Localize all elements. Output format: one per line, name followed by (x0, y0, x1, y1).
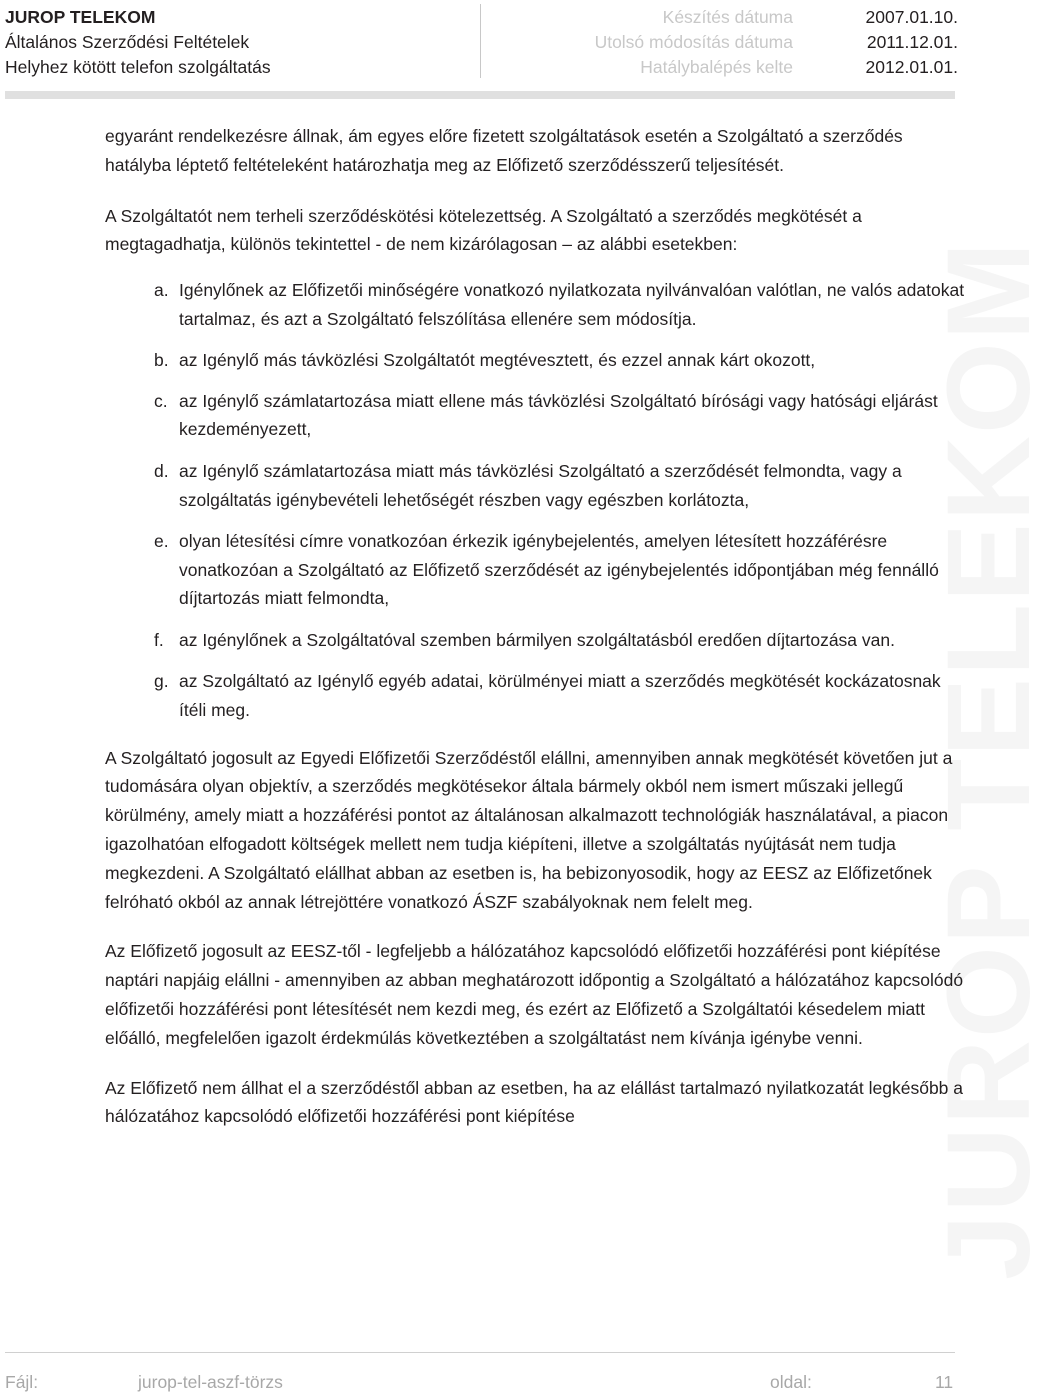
document-body (105, 122, 965, 1131)
list-item (105, 626, 965, 655)
list-item-text: az Szolgáltató az Igénylő egyéb adatai, körülményei miatt a szerződés megkötését kockázatosnak ítéli meg. (179, 670, 941, 720)
list-item-text: az Igénylő számlatartozása miatt ellene más távközlési Szolgáltató bírósági vagy hatósági eljárást kezdeményezett, (179, 390, 938, 440)
modified-date-label: Utolsó módosítás dátuma (594, 32, 793, 52)
page-header (0, 0, 960, 84)
modified-date-value: 2011.12.01. (866, 32, 958, 52)
header-document-info (5, 5, 475, 80)
list-marker: a. (154, 280, 169, 301)
page-number: 11 (935, 1372, 954, 1392)
list-item (105, 387, 965, 445)
header-date-labels (495, 5, 793, 80)
list-item-text: az Igénylő számlatartozása miatt más távközlési Szolgáltató a szerződését felmondta, vagy a szolgáltatás igénybevételi lehetőségét részben vagy egészben korlátozta, (179, 461, 902, 510)
list-marker: g. (154, 670, 169, 691)
list-item (105, 457, 965, 515)
header-divider (480, 4, 481, 78)
list-marker: e. (154, 530, 169, 551)
footer-file-name: jurop-tel-aszf-törzs (138, 1372, 283, 1392)
watermark: JUROP TELEKOM (923, 239, 1055, 1280)
paragraph-provider-withdrawal: A Szolgáltató jogosult az Egyedi Előfizetői Szerződéstől elállni, amennyiben annak megkötését követően jut a tudomására olyan objektív, a szerződés megkötésekor általa bármely okból nem ismert műszaki jellegű körülmény, amely miatt a hozzáférési pontot az általánosan alkalmazott technológiák használatával, a piacon igazolhatóan elfogadott költségek mellett nem tudja kiépíteni, illetve a szolgáltatás nyújtását nem tudja megkezdeni. A Szolgáltató elállhat abban az esetben is, ha bebizonyosodik, hogy az EESZ az Előfizetőnek felróható okból az annak létrejöttére vonatkozó ÁSZF szabályoknak nem felelt meg. (105, 747, 953, 912)
paragraph-continuation: egyaránt rendelkezésre állnak, ám egyes előre fizetett szolgáltatások esetén a Szolgáltató a szerződés hatályba léptető feltételeként határozhatja meg az Előfizető szerződésszerű teljesítését. (105, 126, 903, 175)
list-item-text: az Igénylőnek a Szolgáltatóval szemben bármilyen szolgáltatásból eredően díjtartozása van. (179, 630, 895, 651)
footer-page-label: oldal: (770, 1372, 812, 1392)
effective-date-label: Hatálybalépés kelte (640, 57, 793, 77)
paragraph-withdrawal-limit: Az Előfizető nem állhat el a szerződéstől abban az esetben, ha az elállást tartalmazó nyilatkozatát legkésőbb a hálózatához kapcsolódó előfizetői hozzáférési pont kiépítése (105, 1077, 964, 1127)
document-title: Általános Szerződési Feltételek (5, 32, 250, 52)
list-marker: d. (154, 461, 169, 482)
paragraph-subscriber-withdrawal: Az Előfizető jogosult az EESZ-től - legfeljebb a hálózatához kapcsolódó előfizetői hozzáférési pont kiépítése naptári napjáig elállni - amennyiben az abban meghatározott időpontig a Szolgáltató a hálózatához kapcsolódó előfizetői hozzáférési pont létesítését nem kezdi meg, és ezért az Előfizető a Szolgáltatói késedelem miatt előálló, megfelelően igazolt érdekmúlás következtében a szolgáltatást nem kívánja igénybe venni. (105, 941, 964, 1048)
created-date-label: Készítés dátuma (662, 7, 793, 27)
list-marker: f. (154, 630, 164, 651)
effective-date-value: 2012.01.01. (865, 57, 958, 77)
list-item-text: az Igénylő más távközlési Szolgáltatót megtévesztett, és ezzel annak kárt okozott, (179, 349, 816, 370)
list-item (105, 276, 965, 334)
footer-file-label: Fájl: (5, 1372, 39, 1392)
list-item-text: Igénylőnek az Előfizetői minőségére vonatkozó nyilatkozata nyilvánvalóan valótlan, ne valós adatokat tartalmaz, és azt a Szolgáltató felszólítása ellenére sem módosítja. (179, 280, 965, 329)
created-date-value: 2007.01.10. (865, 7, 958, 27)
list-item (105, 346, 965, 375)
header-rule (5, 91, 955, 99)
list-item-text: olyan létesítési címre vonatkozóan érkezik igénybejelentés, amelyen létesített hozzáférésre vonatkozóan a Szolgáltató az Előfizető szerződését az igénybejelentés időpontjában még fennálló díjtartozás miatt felmondta, (179, 530, 939, 609)
list-item (105, 667, 965, 725)
paragraph-no-obligation: A Szolgáltatót nem terheli szerződéskötési kötelezettség. A Szolgáltató a szerződés megkötését a megtagadhatja, különös tekintettel - de nem kizárólagosan – az alábbi esetekben: (105, 205, 862, 255)
list-item (105, 527, 965, 613)
list-marker: c. (154, 390, 168, 411)
footer-rule (5, 1352, 955, 1353)
company-name: JUROP TELEKOM (5, 7, 156, 27)
document-subtitle: Helyhez kötött telefon szolgáltatás (5, 57, 271, 77)
header-date-values (806, 5, 958, 80)
list-marker: b. (154, 349, 169, 370)
